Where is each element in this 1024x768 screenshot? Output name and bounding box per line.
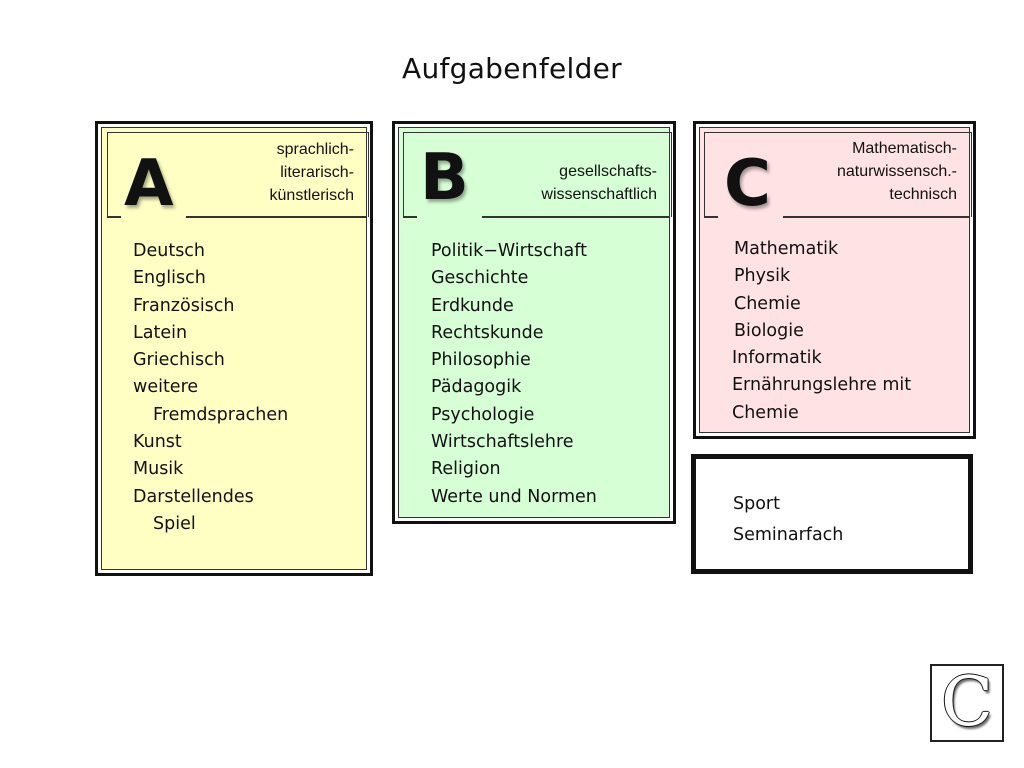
field-c-subject-list: [734, 236, 911, 427]
subject-item: Griechisch: [133, 350, 225, 371]
subject-item: Pädagogik: [431, 377, 522, 398]
field-c-header-rule-right: [783, 216, 970, 218]
subject-item: Englisch: [133, 268, 206, 289]
subject-item: Ernährungslehre mit: [732, 375, 912, 396]
field-b-subject-list: [431, 238, 597, 511]
sport-label: Sport: [733, 494, 780, 514]
field-b-panel: [392, 121, 676, 524]
corner-logo-glyph: C: [940, 663, 994, 742]
subject-item: Physik: [734, 266, 791, 287]
subject-item: Politik−Wirtschaft: [431, 241, 587, 261]
subject-item: Philosophie: [431, 350, 531, 371]
subject-item: Biologie: [734, 320, 804, 341]
field-a-subject-list: [133, 238, 288, 538]
field-b-heading-line: gesellschafts-: [559, 163, 657, 180]
subject-item: Chemie: [734, 293, 801, 314]
field-a-inner: [101, 127, 367, 570]
subject-item: Wirtschaftslehre: [431, 432, 574, 453]
subject-item: Werte und Normen: [431, 486, 597, 507]
page-title: Aufgabenfelder: [401, 52, 622, 85]
subject-item: Chemie: [732, 402, 799, 423]
field-a-heading-line: literarisch-: [280, 164, 354, 181]
field-c-inner: [699, 127, 970, 433]
subject-item: Deutsch: [133, 241, 206, 261]
seminar-label: Seminarfach: [733, 525, 844, 546]
field-a-heading-line: sprachlich-: [276, 141, 354, 158]
field-c-heading-line: technisch: [889, 186, 957, 203]
subject-item: Kunst: [133, 432, 182, 453]
subject-item: Darstellendes: [133, 486, 254, 507]
subject-item: Religion: [431, 459, 501, 480]
field-b-inner: [398, 127, 670, 518]
field-c-heading: [767, 137, 957, 206]
subject-item: Fremdsprachen: [153, 404, 289, 425]
subject-item: Spiel: [153, 513, 196, 534]
subject-item: Psychologie: [431, 404, 535, 425]
subject-item: Informatik: [732, 348, 822, 369]
field-b-header-rule-left: [403, 216, 417, 218]
field-c-letter: C: [724, 147, 771, 221]
field-b-heading: [467, 160, 657, 206]
subject-item: Latein: [133, 322, 188, 343]
field-a-heading: [164, 138, 354, 207]
field-a-header-rule-left: [107, 216, 121, 218]
subject-item: Rechtskunde: [431, 322, 544, 343]
field-c-heading-line: Mathematisch-: [852, 140, 957, 157]
field-b-letter: B: [420, 141, 469, 215]
field-b-header-rule-right: [482, 216, 670, 218]
field-b-heading-line: wissenschaftlich: [541, 186, 657, 203]
field-a-panel: [95, 121, 373, 576]
subject-item: Erdkunde: [431, 295, 514, 316]
subject-item: Französisch: [133, 295, 235, 316]
subject-item: Mathematik: [734, 239, 839, 259]
field-a-heading-line: künstlerisch: [269, 187, 354, 204]
subject-item: weitere: [133, 377, 199, 398]
field-c-heading-line: naturwissensch.-: [836, 163, 957, 180]
other-subjects-panel: [691, 454, 973, 574]
field-c-header-rule-left: [704, 216, 718, 218]
other-subject-list: [733, 491, 843, 550]
subject-item: Musik: [133, 459, 184, 480]
field-a-letter: A: [124, 147, 174, 221]
subject-item: Geschichte: [431, 268, 529, 289]
corner-logo: [930, 664, 1004, 742]
field-c-panel: [693, 121, 976, 439]
field-a-header-rule-right: [186, 216, 367, 218]
